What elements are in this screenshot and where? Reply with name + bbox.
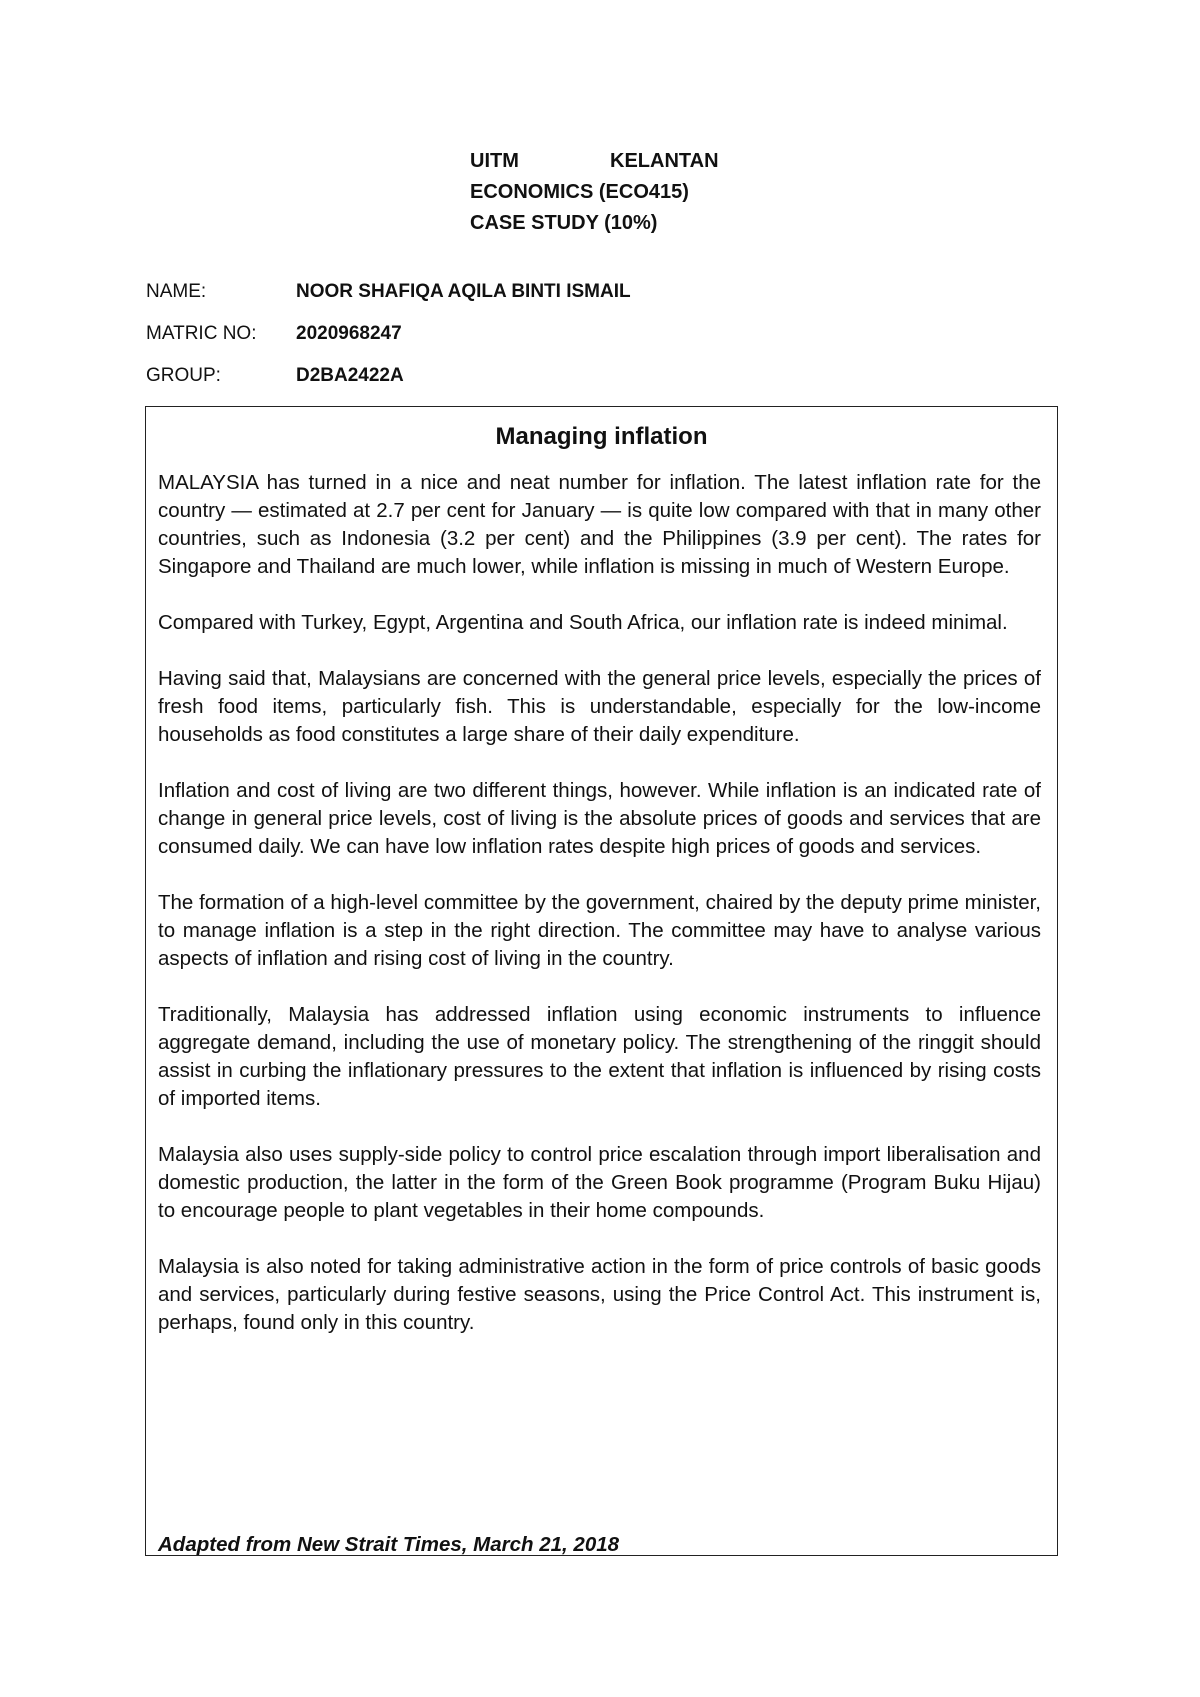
article-paragraph: Inflation and cost of living are two different things, however. While inflation is an indicated rate of change in general price levels, cost of living is the absolute prices of goods and services that are consumed daily. We can have low inflation rates despite high prices of goods and services. xyxy=(158,779,1041,858)
institution-name: UITM xyxy=(470,150,519,172)
article-paragraph: The formation of a high-level committee by the government, chaired by the deputy prime minister, to manage inflation is a step in the right direction. The committee may have to analyse various aspects of inflation and rising cost of living in the country. xyxy=(158,891,1041,970)
article-paragraph: Malaysia is also noted for taking administrative action in the form of price controls of basic goods and services, particularly during festive seasons, using the Price Control Act. This instrument is, perhaps, found only in this country. xyxy=(158,1255,1041,1334)
name-label: NAME: xyxy=(146,281,207,302)
article-body xyxy=(158,469,1041,1365)
group-value: D2BA2422A xyxy=(296,365,404,386)
course-title: ECONOMICS (ECO415) xyxy=(470,181,689,203)
name-row xyxy=(146,280,631,322)
institution-line xyxy=(470,146,719,177)
article-paragraph: Compared with Turkey, Egypt, Argentina and South Africa, our inflation rate is indeed minimal. xyxy=(158,611,1008,634)
matric-label: MATRIC NO: xyxy=(146,323,257,344)
campus-name: KELANTAN xyxy=(610,150,719,172)
student-info xyxy=(146,280,631,406)
article-paragraph: Malaysia also uses supply-side policy to control price escalation through import liberalisation and domestic production, the latter in the form of the Green Book programme (Program Buku Hijau) to encourage people to plant vegetables in their home compounds. xyxy=(158,1143,1041,1222)
assessment-title: CASE STUDY (10%) xyxy=(470,212,658,234)
group-label: GROUP: xyxy=(146,365,221,386)
matric-row xyxy=(146,322,631,364)
name-value: NOOR SHAFIQA AQILA BINTI ISMAIL xyxy=(296,281,631,302)
article-source: Adapted from New Strait Times, March 21, 2018 xyxy=(158,1533,620,1556)
group-row xyxy=(146,364,631,406)
document-header xyxy=(470,146,719,239)
article-paragraph: MALAYSIA has turned in a nice and neat number for inflation. The latest inflation rate for the country — estimated at 2.7 per cent for January — is quite low compared with that in many other countries, such as Indonesia (3.2 per cent) and the Philippines (3.9 per cent). The rates for Singapore and Thailand are much lower, while inflation is missing in much of Western Europe. xyxy=(158,471,1041,578)
article-paragraph: Traditionally, Malaysia has addressed inflation using economic instruments to influence aggregate demand, including the use of monetary policy. The strengthening of the ringgit should assist in curbing the inflationary pressures to the extent that inflation is influenced by rising costs of imported items. xyxy=(158,1003,1041,1110)
article-title: Managing inflation xyxy=(495,423,708,450)
article-box xyxy=(145,406,1058,1556)
matric-value: 2020968247 xyxy=(296,323,402,344)
article-paragraph: Having said that, Malaysians are concerned with the general price levels, especially the prices of fresh food items, particularly fish. This is understandable, especially for the low-income households as food constitutes a large share of their daily expenditure. xyxy=(158,667,1041,746)
